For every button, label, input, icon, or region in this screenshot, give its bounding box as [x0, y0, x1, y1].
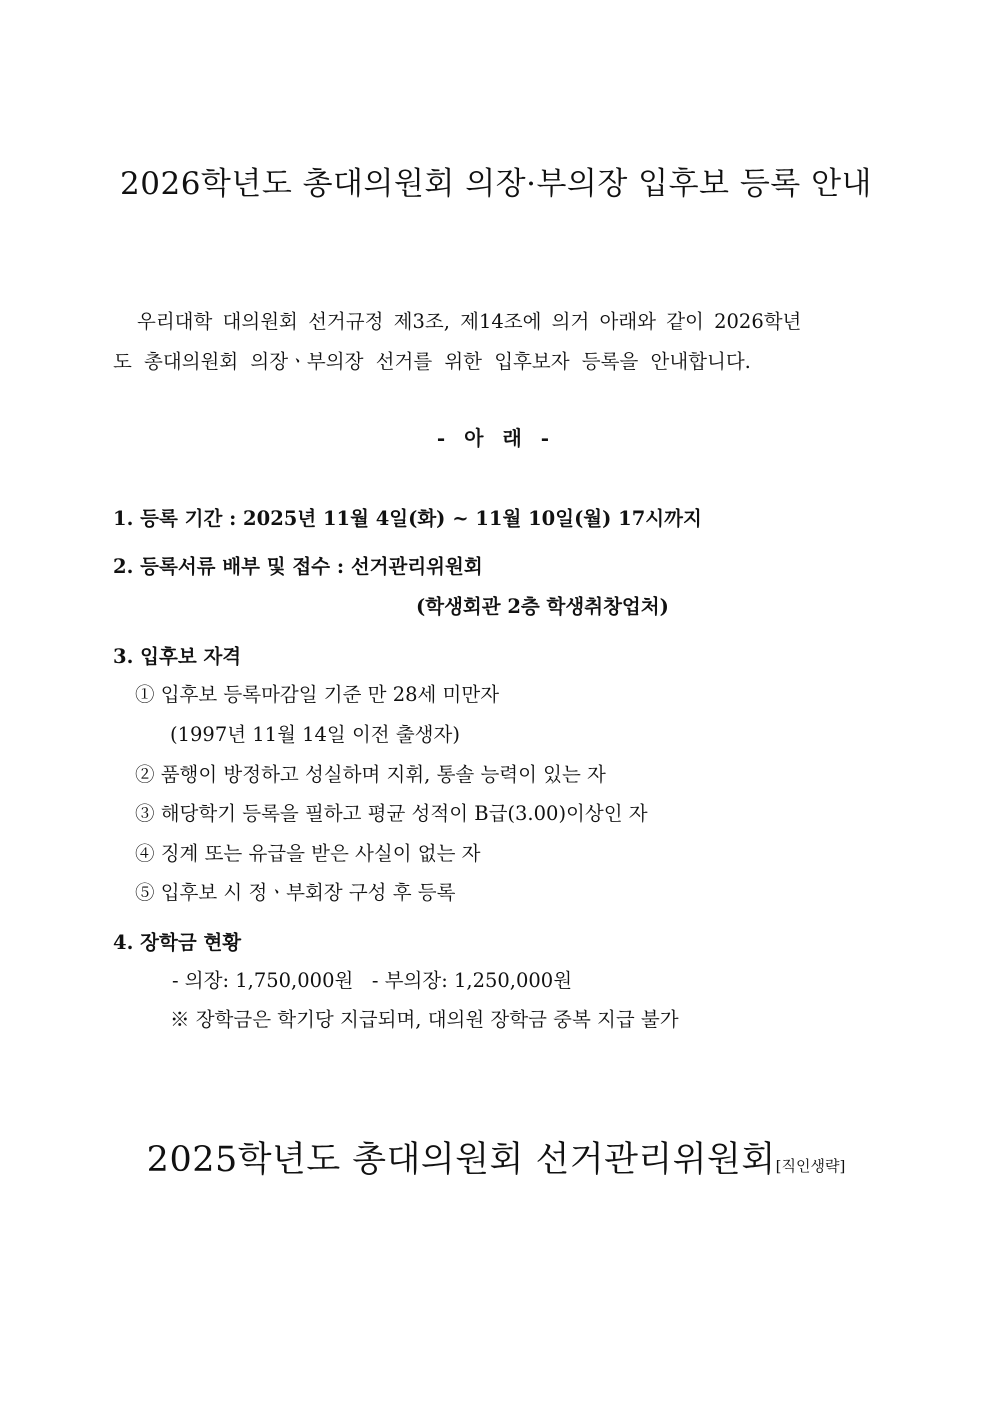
qualification-item: ① 입후보 등록마감일 기준 만 28세 미만자: [135, 683, 500, 706]
intro-paragraph: [113, 302, 883, 382]
qualification-item: ④ 징계 또는 유급을 받은 사실이 없는 자: [135, 842, 481, 865]
scholarship-heading: 4. 장학금 현황: [113, 931, 242, 954]
scholarship-note: ※ 장학금은 학기당 지급되며, 대의원 장학금 중복 지급 불가: [170, 1008, 679, 1031]
qualification-item: ② 품행이 방정하고 성실하며 지휘, 통솔 능력이 있는 자: [135, 763, 606, 786]
documents-location: (학생회관 2층 학생취창업처): [416, 595, 669, 618]
documents-submission: 2. 등록서류 배부 및 접수 : 선거관리위원회: [113, 555, 483, 578]
qualification-item: ⑤ 입후보 시 정ㆍ부회장 구성 후 등록: [135, 881, 456, 904]
issuer-signature: [0, 1132, 992, 1182]
qualification-item-note: (1997년 11월 14일 이전 출생자): [170, 723, 460, 746]
scholarship-amounts: - 의장: 1,750,000원 - 부의장: 1,250,000원: [172, 969, 573, 992]
qualification-heading: 3. 입후보 자격: [113, 645, 242, 668]
registration-period: 1. 등록 기간 : 2025년 11월 4일(화) ~ 11월 10일(월) 17시까지: [113, 507, 702, 530]
issuer-name: 2025학년도 총대의원회 선거관리위원회: [146, 1140, 776, 1180]
qualification-item: ③ 해당학기 등록을 필하고 평균 성적이 B급(3.00)이상인 자: [135, 802, 648, 825]
document-title: 2026학년도 총대의원회 의장·부의장 입후보 등록 안내: [120, 166, 872, 202]
seal-omitted-note: [직인생략]: [775, 1157, 846, 1175]
intro-line-2: 도 총대의원회 의장ㆍ부의장 선거를 위한 입후보자 등록을 안내합니다.: [113, 350, 751, 373]
notice-heading: - 아 래 -: [436, 426, 556, 450]
intro-line-1: 우리대학 대의원회 선거규정 제3조, 제14조에 의거 아래와 같이 2026학년: [137, 310, 802, 333]
